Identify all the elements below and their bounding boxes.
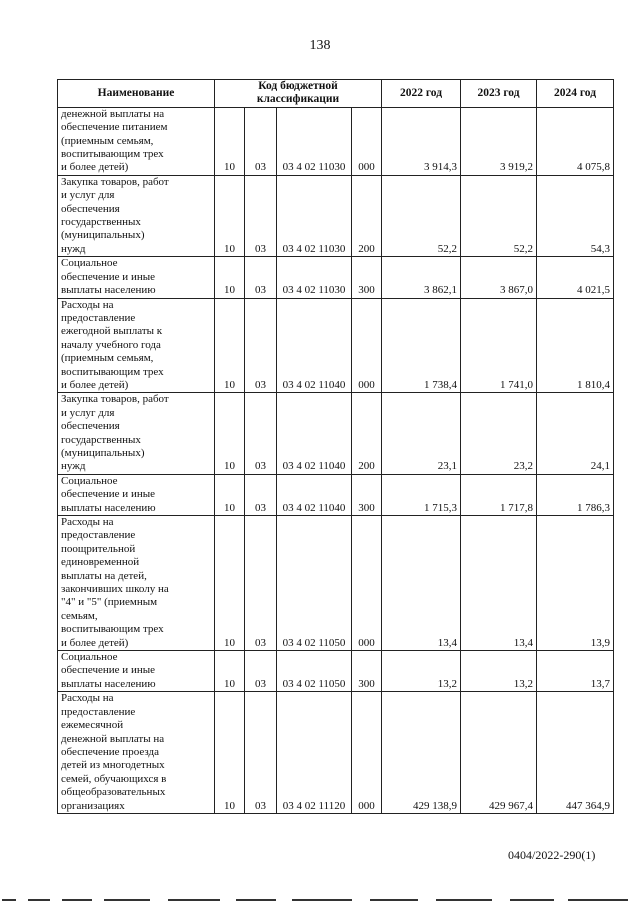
cell-name: Расходы на предоставление поощрительной единовременной выплаты на детей, закончивших школу на "4" и "5" (приемным семьям, воспитывающим трех и более детей) [58, 516, 215, 651]
cell-subsection: 03 [245, 257, 277, 298]
cell-expense-type: 000 [352, 692, 382, 814]
cell-expense-type: 200 [352, 393, 382, 474]
cell-section: 10 [215, 651, 245, 692]
table-row [58, 474, 614, 515]
cell-section: 10 [215, 474, 245, 515]
cell-2023: 3 919,2 [461, 107, 537, 175]
cell-target-article: 03 4 02 11050 [277, 651, 352, 692]
table-row [58, 298, 614, 393]
cell-2024: 24,1 [537, 393, 614, 474]
header-2023: 2023 год [461, 80, 537, 108]
cell-name: Расходы на предоставление ежемесячной денежной выплаты на обеспечение проезда детей из многодетных семей, обучающихся в общеобразовательных организациях [58, 692, 215, 814]
document-id: 0404/2022-290(1) [508, 848, 596, 862]
cell-2024: 13,9 [537, 516, 614, 651]
cell-name: Социальное обеспечение и иные выплаты населению [58, 651, 215, 692]
table-row [58, 516, 614, 651]
cell-2024: 4 075,8 [537, 107, 614, 175]
table-body [58, 107, 614, 813]
cell-target-article: 03 4 02 11030 [277, 107, 352, 175]
cell-name: Расходы на предоставление ежегодной выплаты к началу учебного года (приемным семьям, воспитывающим трех и более детей) [58, 298, 215, 393]
cell-section: 10 [215, 257, 245, 298]
cell-2022: 1 738,4 [382, 298, 461, 393]
cell-section: 10 [215, 692, 245, 814]
cell-2022: 429 138,9 [382, 692, 461, 814]
cell-2023: 52,2 [461, 175, 537, 256]
header-code: Код бюджетной классификации [215, 80, 382, 108]
cell-subsection: 03 [245, 474, 277, 515]
cell-subsection: 03 [245, 692, 277, 814]
cell-2023: 1 741,0 [461, 298, 537, 393]
cell-expense-type: 000 [352, 298, 382, 393]
cell-2024: 13,7 [537, 651, 614, 692]
cell-section: 10 [215, 516, 245, 651]
cell-subsection: 03 [245, 651, 277, 692]
cell-subsection: 03 [245, 298, 277, 393]
cell-2024: 1 786,3 [537, 474, 614, 515]
cell-target-article: 03 4 02 11120 [277, 692, 352, 814]
cell-2022: 13,4 [382, 516, 461, 651]
table-row [58, 651, 614, 692]
cell-target-article: 03 4 02 11040 [277, 298, 352, 393]
cell-2022: 3 914,3 [382, 107, 461, 175]
cell-2023: 23,2 [461, 393, 537, 474]
cell-expense-type: 300 [352, 474, 382, 515]
header-2024: 2024 год [537, 80, 614, 108]
cell-expense-type: 300 [352, 651, 382, 692]
cell-subsection: 03 [245, 107, 277, 175]
cell-2023: 3 867,0 [461, 257, 537, 298]
cell-target-article: 03 4 02 11030 [277, 175, 352, 256]
table-row [58, 107, 614, 175]
cell-expense-type: 300 [352, 257, 382, 298]
cell-2022: 3 862,1 [382, 257, 461, 298]
cell-2024: 447 364,9 [537, 692, 614, 814]
cell-2022: 1 715,3 [382, 474, 461, 515]
header-name: Наименование [58, 80, 215, 108]
cell-name: Закупка товаров, работ и услуг для обеспечения государственных (муниципальных) нужд [58, 175, 215, 256]
cell-2022: 52,2 [382, 175, 461, 256]
cell-name: Закупка товаров, работ и услуг для обеспечения государственных (муниципальных) нужд [58, 393, 215, 474]
table-row [58, 257, 614, 298]
cell-target-article: 03 4 02 11040 [277, 474, 352, 515]
cell-name: Социальное обеспечение и иные выплаты населению [58, 257, 215, 298]
cell-section: 10 [215, 175, 245, 256]
page-number: 138 [309, 38, 331, 53]
cell-2024: 4 021,5 [537, 257, 614, 298]
table-row [58, 393, 614, 474]
cell-2023: 429 967,4 [461, 692, 537, 814]
cell-expense-type: 200 [352, 175, 382, 256]
cell-2024: 54,3 [537, 175, 614, 256]
cell-name: Социальное обеспечение и иные выплаты населению [58, 474, 215, 515]
cell-target-article: 03 4 02 11050 [277, 516, 352, 651]
table-header-row [58, 80, 614, 108]
budget-table [57, 79, 614, 814]
cell-expense-type: 000 [352, 107, 382, 175]
cell-2024: 1 810,4 [537, 298, 614, 393]
cell-subsection: 03 [245, 516, 277, 651]
cell-2023: 13,4 [461, 516, 537, 651]
cell-name: денежной выплаты на обеспечение питанием (приемным семьям, воспитывающим трех и более детей) [58, 107, 215, 175]
cell-expense-type: 000 [352, 516, 382, 651]
header-2022: 2022 год [382, 80, 461, 108]
table-row [58, 692, 614, 814]
table-row [58, 175, 614, 256]
cell-2022: 13,2 [382, 651, 461, 692]
cell-2023: 1 717,8 [461, 474, 537, 515]
cell-subsection: 03 [245, 175, 277, 256]
cell-2023: 13,2 [461, 651, 537, 692]
cell-target-article: 03 4 02 11030 [277, 257, 352, 298]
cell-section: 10 [215, 107, 245, 175]
cell-subsection: 03 [245, 393, 277, 474]
scan-edge-artifacts [0, 895, 640, 905]
cell-section: 10 [215, 298, 245, 393]
cell-2022: 23,1 [382, 393, 461, 474]
cell-target-article: 03 4 02 11040 [277, 393, 352, 474]
cell-section: 10 [215, 393, 245, 474]
